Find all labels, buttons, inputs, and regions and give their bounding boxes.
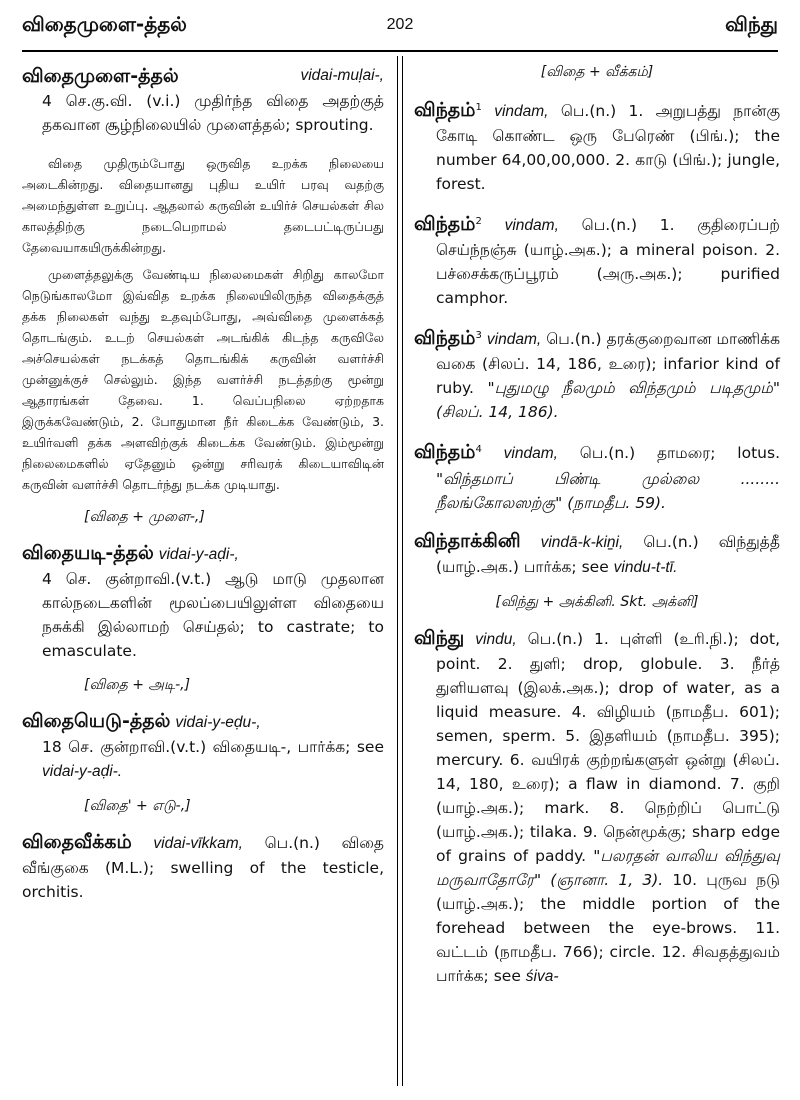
right-column [414, 64, 780, 1003]
header-rule [22, 50, 778, 52]
explanatory-note [22, 153, 384, 495]
dictionary-entry [414, 626, 780, 989]
note-paragraph: விதை முதிரும்போது ஒருவித உறக்க நிலையை அடைகின்றது. விதையானது புதிய உயிர் பரவு வதற்கு அமைந்துள்ள உறுப்பு. ஆதலால் கருவின் உயிர்ச் செயல்கள் சில காலத்திற்கு நடைபெறாமல் தடைபட்டிருப்பது தேவையாகயிருக்கின்றது. [22, 156, 384, 255]
column-divider [397, 56, 403, 1086]
transliteration: vidai-muḷai-, [300, 67, 384, 84]
definition: 4 செ.கு.வி. (v.i.) முதிர்ந்த விதை அதற்குத் தகவான சூழ்நிலையில் முளைத்தல்; sprouting. [42, 92, 384, 134]
etymology: [விதை' + எடு-,] [84, 798, 191, 814]
definition: பெ.(n.) விந்துத்தீ (யாழ்.அக.) பார்க்க; see [436, 532, 780, 576]
headword: விதையெடு-த்தல் [22, 710, 171, 732]
transliteration: vindam, [504, 217, 559, 235]
homonym-number: 2 [475, 216, 482, 228]
dictionary-entry [414, 438, 780, 514]
definition: பெ.(n.) தாமரை; lotus. [579, 444, 780, 463]
dictionary-entry [414, 529, 780, 580]
headword: விந்தம் [414, 99, 476, 122]
quotation: "பலரதன் வாலிய விந்துவு மருவாதோரே" (ஞானா. 1, 3). [436, 846, 780, 889]
etymology: [விதை + அடி-,] [84, 677, 191, 693]
dictionary-entry [22, 709, 384, 784]
dictionary-entry [22, 830, 384, 904]
header-right-guide-word: விந்து [725, 12, 778, 36]
quotation: "விந்தமாப் பிண்டி முல்லை ........ நீலங்கோலஸற்கு" (நாமதீப. 59). [436, 469, 780, 512]
definition-continued: 10. புருவ நடு (யாழ்.அக.); the middle portion of the forehead between the eye-brows. 11. வட்டம் (நாமதீப. 766); circle. 12. சிவதத்துவம் பார்க்க; see [436, 870, 780, 985]
definition: 4 செ. குன்றாவி.(v.t.) ஆடு மாடு முதலான கால்நடைகளின் மூலப்பையிலுள்ள விதையை நசுக்கி இல்லாமற் செய்தல்; to castrate; to emasculate. [42, 570, 384, 660]
transliteration: vindā-k-kiṉi, [540, 533, 624, 551]
headword: விந்தம் [414, 441, 476, 464]
homonym-number: 1 [475, 102, 482, 113]
etymology: [விதை + வீக்கம்] [540, 64, 654, 80]
definition: பெ.(n.) 1. அறுபத்து நான்கு கோடி கொண்ட ஒரு பேரெண் (பிங்.); the number 64,00,00,000. 2. காடு (பிங்.); jungle, forest. [436, 102, 780, 194]
transliteration: vidai-vīkkam, [153, 835, 243, 852]
headword: விந்தம் [414, 327, 476, 350]
homonym-number: 4 [475, 444, 482, 456]
dictionary-entry [22, 64, 384, 137]
etymology: [விதை + முளை-,] [84, 509, 205, 525]
dictionary-entry [22, 541, 384, 663]
homonym-number: 3 [475, 330, 482, 342]
definition: பெ.(n.) 1. குதிரைப்பற் செய்ந்நஞ்சு (யாழ்.அக.); a mineral poison. 2. பச்சைக்கருப்பூரம் (அரு.அக.); purified camphor. [436, 216, 780, 308]
transliteration: vindam, [503, 445, 558, 463]
transliteration: vindam, [494, 103, 549, 121]
definition: பெ.(n.) தரக்குறைவான மாணிக்க வகை (சிலப். 14, 186, உரை); infarior kind of ruby. [436, 330, 781, 398]
transliteration: vindam, [486, 331, 542, 349]
dictionary-entry [414, 324, 780, 424]
transliteration: vindu, [475, 630, 517, 648]
left-column [22, 64, 384, 918]
definition: பெ.(n.) விதை வீங்குகை (M.L.); swelling of the testicle, orchitis. [22, 834, 384, 901]
note-paragraph: முளைத்தலுக்கு வேண்டிய நிலைமைகள் சிறிது காலமோ நெடுங்காலமோ இவ்வித உறக்க நிலையிலிருந்த விதைக்குத் தக்க நிலைகள் வந்து உதவும்போது, அவ்விதை முளைக்கத் தொடங்கும். உடற் செயல்கள் அடங்கிக் கிடந்த கருவிலே அச்செயல்கள் நடக்கத் தொடங்கிக் கருவின் வளர்ச்சி முன்னுக்குச் செல்லும். இந்த வளர்ச்சி நடத்தற்கு மூன்று ஆதாரங்கள் தேவை. 1. வெப்பநிலை ஏற்றதாக இருக்கவேண்டும், 2. போதுமான நீர் கிடைக்க வேண்டும், 3. உயிர்வளி தக்க அளவிற்குக் கிடைக்க வேண்டும். இம்மூன்று நிலைமைகளில் ஏதேனும் ஒன்று சரிவரக் கிடையாவிடின் கருவின் வளர்ச்சி தொடர்ந்து நடக்க முடியாது. [22, 267, 384, 492]
transliteration: vidai-y-aḍi-, [158, 546, 239, 563]
headword: விந்தாக்கினி [414, 529, 521, 552]
cross-reference: vidai-y-aḍi-. [42, 763, 123, 780]
page-header [22, 10, 778, 48]
headword: விந்தம் [414, 213, 476, 236]
dictionary-entry [414, 210, 780, 310]
headword: விந்து [414, 626, 465, 649]
dictionary-entry [414, 96, 780, 196]
headword: விதைவீக்கம் [22, 831, 132, 853]
page-number: 202 [386, 16, 414, 33]
cross-reference: vindu-t-tī. [613, 558, 678, 576]
transliteration: vidai-y-eḍu-, [175, 714, 261, 731]
definition: பெ.(n.) 1. புள்ளி (உரி.நி.); dot, point. 2. துளி; drop, globule. 3. நீர்த் துளியளவு (இலக்.அக.); drop of water, as a liquid measure. 4. விழியம் (நாமதீப. 601); semen, sperm. 5. இதளியம் (நாமதீப. 395); mercury. 6. வயிரக் குற்றங்களுள் ஒன்று (சிலப். 14, 180, உரை); a flaw in diamond. 7. குறி (யாழ்.அக.); mark. 8. நெற்றிப் பொட்டு (யாழ்.அக.); tilaka. 9. நென்மூக்கு; sharp edge of grains of paddy. [436, 629, 780, 865]
header-left-guide-word: விதைமுளை-த்தல் [22, 12, 187, 36]
cross-reference: śiva- [525, 967, 559, 985]
headword: விதையடி-த்தல் [22, 542, 154, 564]
quotation: "புதுமழு நீலமும் விந்தமும் படிதமும்" (சிலப். 14, 186). [436, 379, 780, 422]
headword: விதைமுளை-த்தல் [22, 65, 179, 87]
definition: 18 செ. குன்றாவி.(v.t.) விதையடி-, பார்க்க; see [42, 738, 384, 756]
etymology: [விந்து + அக்கினி. Skt. அக்னி] [495, 593, 699, 610]
